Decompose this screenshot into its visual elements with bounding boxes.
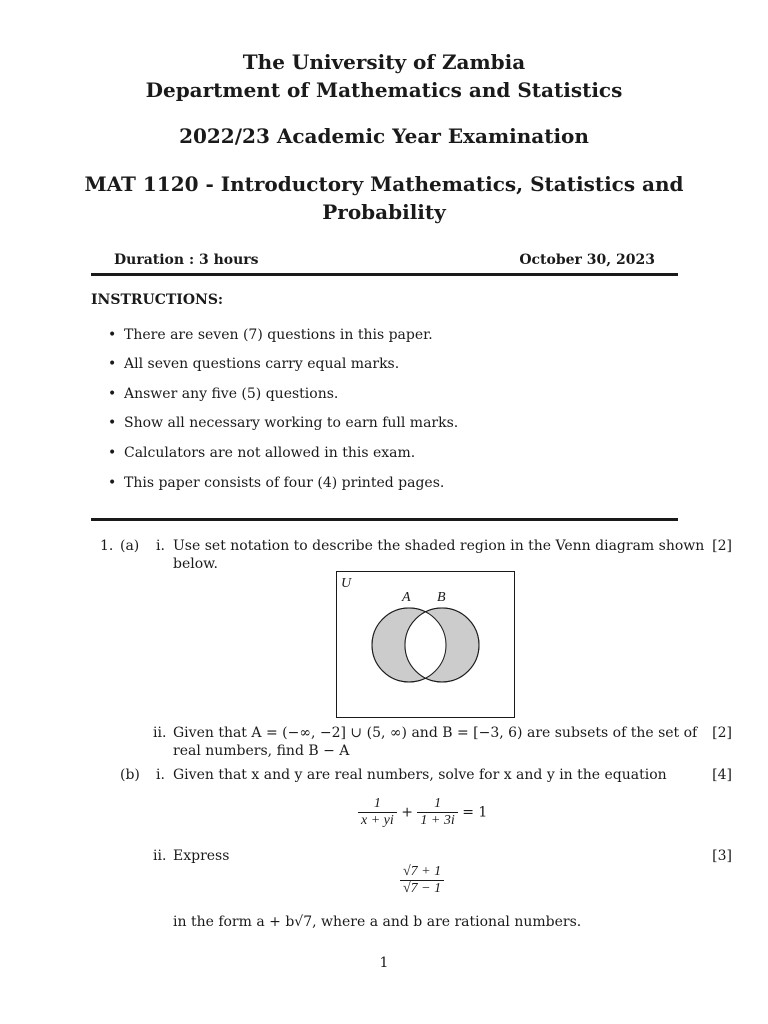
part-b-label: (b) — [120, 767, 140, 783]
header-divider — [91, 273, 678, 276]
subpart-a-i-number: i. — [156, 538, 165, 554]
marks-b-i: [4] — [712, 767, 732, 783]
course-title-line1: MAT 1120 - Introductory Mathematics, Statistics and — [84, 172, 684, 196]
page-number: 1 — [379, 955, 389, 971]
fraction-surd: $\frac{√7 + 1}{√7 - 1}$ — [400, 864, 444, 897]
course-title-line2: Probability — [322, 200, 446, 224]
instruction-item: • All seven questions carry equal marks. — [108, 356, 400, 372]
instruction-item: • Calculators are not allowed in this exam. — [108, 445, 416, 461]
subpart-b-ii-tail: in the form a + b√7, where a and b are rational numbers. — [173, 914, 582, 930]
venn-diagram — [336, 571, 516, 719]
universe-label: U — [341, 576, 352, 591]
instruction-item: • This paper consists of four (4) printed pages. — [108, 475, 445, 491]
instruction-item: • There are seven (7) questions in this paper. — [108, 327, 433, 343]
subpart-b-ii-number: ii. — [153, 848, 167, 864]
subpart-b-i-number: i. — [156, 767, 165, 783]
department-name: Department of Mathematics and Statistics — [145, 78, 623, 102]
marks-a-ii: [2] — [712, 725, 732, 741]
bullet-icon: • — [108, 475, 117, 491]
set-a-label: A — [402, 590, 411, 605]
university-name: The University of Zambia — [242, 50, 526, 74]
bullet-icon: • — [108, 327, 117, 343]
bullet-icon: • — [108, 356, 117, 372]
equation-surd-fraction — [400, 864, 444, 897]
exam-title: 2022/23 Academic Year Examination — [179, 124, 589, 148]
fraction-1: $\frac{1}{x + yi}$ — [358, 796, 397, 829]
set-b-label: B — [437, 590, 446, 605]
instructions-heading: INSTRUCTIONS: — [91, 292, 224, 308]
marks-b-ii: [3] — [712, 848, 732, 864]
bullet-icon: • — [108, 386, 117, 402]
subpart-b-ii-text: Express — [173, 848, 230, 864]
subpart-a-i-text-line2: below. — [173, 556, 218, 572]
subpart-a-ii-number: ii. — [153, 725, 167, 741]
equation-complex: $\frac{1}{x + yi}$ + $\frac{1}{1 + 3i}$ = 1 — [358, 796, 487, 829]
bullet-icon: • — [108, 445, 117, 461]
fraction-2: $\frac{1}{1 + 3i}$ — [417, 796, 457, 829]
subpart-a-ii-text-line2: real numbers, find B − A — [173, 743, 350, 759]
marks-a-i: [2] — [712, 538, 732, 554]
shaded-region — [372, 608, 479, 682]
subpart-a-ii-text-line1: Given that A = (−∞, −2] ∪ (5, ∞) and B = [−3, 6) are subsets of the set of — [173, 725, 698, 741]
instructions-divider — [91, 518, 678, 521]
bullet-icon: • — [108, 415, 117, 431]
exam-date: October 30, 2023 — [519, 252, 655, 268]
instruction-item: • Show all necessary working to earn full marks. — [108, 415, 459, 431]
subpart-a-i-text-line1: Use set notation to describe the shaded region in the Venn diagram shown — [173, 538, 705, 554]
exam-duration: Duration : 3 hours — [114, 252, 259, 268]
subpart-b-i-text: Given that x and y are real numbers, solve for x and y in the equation — [173, 767, 667, 783]
question-number: 1. — [100, 538, 114, 554]
instruction-item: • Answer any five (5) questions. — [108, 386, 339, 402]
part-a-label: (a) — [120, 538, 140, 554]
